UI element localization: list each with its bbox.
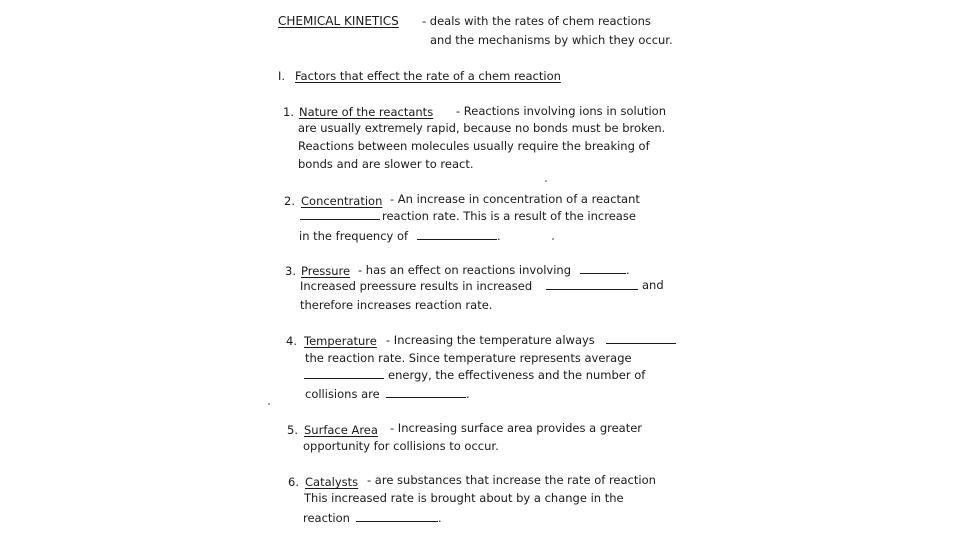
factor-text-line: This increased rate is brought about by a change in the <box>304 491 624 505</box>
factor-name: Concentration <box>301 194 383 208</box>
factor-text-line: reaction rate. This is a result of the increase <box>382 209 636 223</box>
fill-in-blank <box>606 331 676 349</box>
factor-text-line: opportunity for collisions to occur. <box>303 439 499 453</box>
factor-number: 3. <box>285 264 296 278</box>
factor-text-line: . <box>497 229 501 243</box>
fill-in-blank <box>356 509 438 527</box>
factor-number: 6. <box>288 475 299 489</box>
factor-text-line: Reactions between molecules usually require the breaking of <box>298 139 650 153</box>
factor-text-line: . <box>438 511 442 525</box>
factor-text-line: collisions are <box>305 387 380 401</box>
title-definition-line-1: - deals with the rates of chem reactions <box>422 14 651 28</box>
factor-text-line: and <box>642 278 664 292</box>
factor-text-line: therefore increases reaction rate. <box>300 298 493 312</box>
factor-text-line: - Reactions involving ions in solution <box>456 104 667 118</box>
title-definition-line-2: and the mechanisms by which they occur. <box>430 33 673 47</box>
section-heading: Factors that effect the rate of a chem reaction <box>295 69 561 83</box>
factor-text-line: bonds and are slower to react. <box>298 157 474 171</box>
page-title: CHEMICAL KINETICS <box>278 14 399 28</box>
factor-number: 1. <box>283 105 294 119</box>
factor-text-line: . <box>626 263 630 277</box>
factor-text-line: . <box>466 387 470 401</box>
factor-number: 2. <box>284 194 295 208</box>
factor-text-line: reaction <box>303 511 350 525</box>
fill-in-blank <box>386 385 466 403</box>
fill-in-blank <box>546 277 638 295</box>
factor-number: 4. <box>286 334 297 348</box>
fill-in-blank <box>417 227 497 245</box>
factor-text-line: - Increasing surface area provides a greater <box>390 421 643 435</box>
scan-speck <box>552 238 554 240</box>
fill-in-blank <box>304 366 384 384</box>
factor-text-line: the reaction rate. Since temperature represents average <box>305 351 632 365</box>
factor-name: Temperature <box>304 334 377 348</box>
factor-name: Nature of the reactants <box>299 105 434 119</box>
factor-name: Pressure <box>301 264 351 278</box>
section-numeral: I. <box>278 69 286 83</box>
factor-text-line: Increased preessure results in increased <box>300 279 533 293</box>
scan-speck <box>545 180 547 182</box>
factor-text-line: - Increasing the temperature always <box>386 333 595 347</box>
factor-text-line: energy, the effectiveness and the number of <box>388 368 646 382</box>
factor-text-line: are usually extremely rapid, because no bonds must be broken. <box>298 121 666 135</box>
factor-name: Surface Area <box>304 423 378 437</box>
factor-text-line: in the frequency of <box>299 229 409 243</box>
factor-text-line: - An increase in concentration of a reactant <box>390 192 640 206</box>
scan-speck <box>268 403 270 405</box>
factor-name: Catalysts <box>305 475 359 489</box>
fill-in-blank <box>300 207 380 225</box>
factor-number: 5. <box>287 423 298 437</box>
factor-text-line: - are substances that increase the rate of reaction <box>367 473 656 487</box>
factor-text-line: - has an effect on reactions involving <box>358 263 572 277</box>
